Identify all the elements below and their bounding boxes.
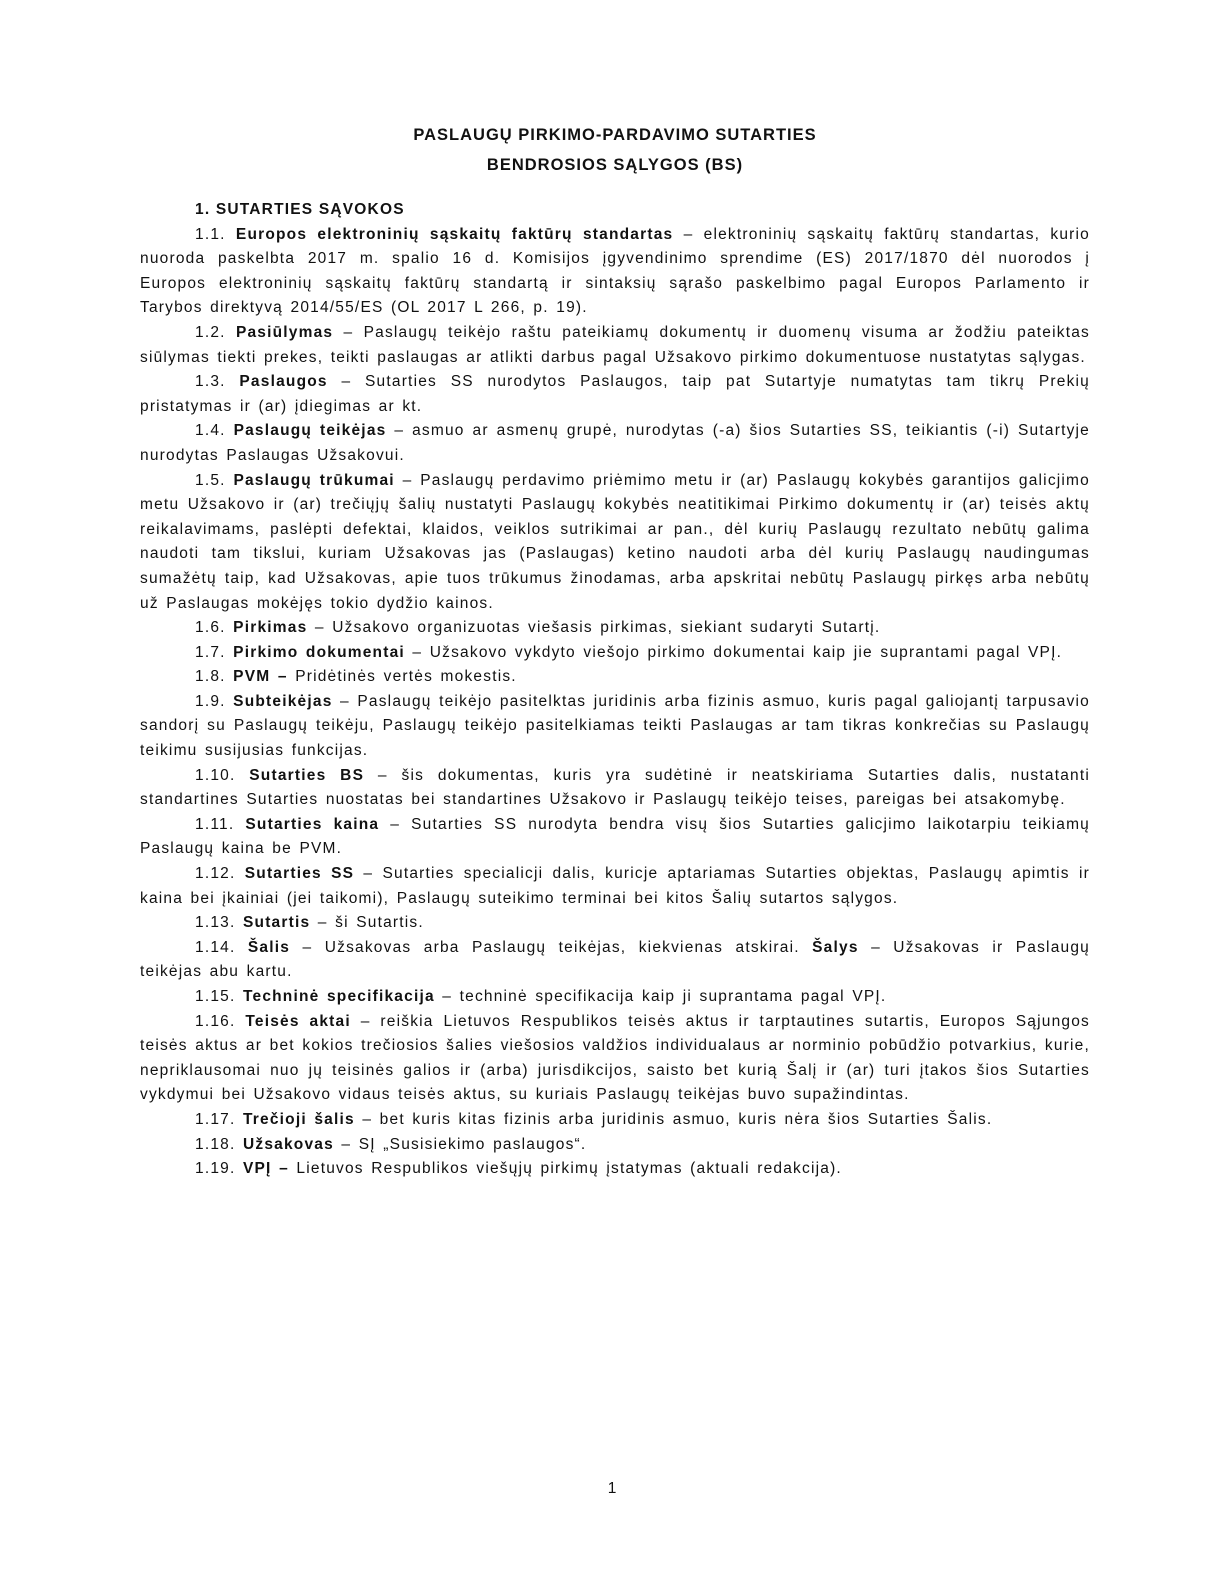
section-heading: 1. SUTARTIES SĄVOKOS <box>195 201 405 218</box>
definition-item <box>140 911 1090 936</box>
definition-text: – Užsakovas arba Paslaugų teikėjas, kiekvienas atskirai. <box>290 938 813 956</box>
definition-item <box>140 1010 1090 1108</box>
definition-item <box>140 1133 1090 1158</box>
definition-text: – elektroninių sąskaitų faktūrų standartas, kurio nuoroda paskelbta 2017 m. spalio 16 d. Komisijos įgyvendinimo sprendime (ES) 2017/1870 dėl nuorodos į Europos elektroninių sąskaitų faktūrų standartą ir sintaksių sąrašo paskelbimo pagal Europos Parlamento ir Tarybos direktyvą 2014/55/ES (OL 2017 L 266, p. 19). <box>140 225 1090 317</box>
document-title <box>140 120 1090 180</box>
definition-term: VPĮ – <box>242 1160 289 1178</box>
definition-term: Subteikėjas <box>233 692 333 710</box>
definition-item <box>140 321 1090 370</box>
definition-item <box>140 419 1090 468</box>
definition-text: – asmuo ar asmenų grupė, nurodytas (-a) šios Sutarties SS, teikiantis (-i) Sutartyje nurodytas Paslaugas Užsakovui. <box>140 422 1090 464</box>
definition-text: – ši Sutartis. <box>310 914 424 932</box>
definition-number: 1.1. <box>195 225 236 243</box>
definition-term: Pirkimo dokumentai <box>233 643 405 661</box>
definition-number: 1.17. <box>195 1110 243 1128</box>
definition-text: Lietuvos Respublikos viešųjų pirkimų įstatymas (aktuali redakcija). <box>288 1160 842 1178</box>
definition-term: PVM – <box>233 668 288 686</box>
definition-text: – Užsakovo vykdyto viešojo pirkimo dokumentai kaip jie suprantami pagal VPĮ. <box>404 643 1063 661</box>
definition-item <box>140 1108 1090 1133</box>
definition-number: 1.18. <box>195 1135 243 1153</box>
definition-number: 1.4. <box>195 422 234 440</box>
definition-number: 1.16. <box>195 1012 246 1030</box>
definition-term: Užsakovas <box>242 1135 334 1153</box>
definition-term: Sutarties BS <box>249 766 365 784</box>
definition-item <box>140 370 1090 419</box>
definition-item <box>140 936 1090 985</box>
definition-number: 1.3. <box>195 373 240 391</box>
definition-term: Šalys <box>812 938 859 956</box>
definition-number: 1.5. <box>195 471 234 489</box>
definition-text: – SĮ „Susisiekimo paslaugos“. <box>333 1135 587 1153</box>
definition-term: Sutarties kaina <box>245 815 380 833</box>
definition-number: 1.19. <box>195 1160 243 1178</box>
definition-number: 1.10. <box>195 766 250 784</box>
definition-number: 1.11. <box>195 815 246 833</box>
definition-item <box>140 813 1090 862</box>
definition-number: 1.15. <box>195 988 243 1005</box>
definition-number: 1.7. <box>195 643 234 661</box>
definition-text: – Sutarties SS nurodytos Paslaugos, taip pat Sutartyje numatytas tam tikrų Prekių pristatymas ir (ar) įdiegimas ar kt. <box>140 373 1090 415</box>
definition-text: Pridėtinės vertės mokestis. <box>287 668 517 686</box>
definition-number: 1.6. <box>195 619 234 637</box>
definition-term: Europos elektroninių sąskaitų faktūrų standartas <box>235 225 674 243</box>
definition-text: – Užsakovo organizuotas viešasis pirkimas, siekiant sudaryti Sutartį. <box>307 619 881 637</box>
definition-term: Techninė specifikacija <box>242 988 435 1005</box>
definition-term: Teisės aktai <box>245 1012 351 1030</box>
definition-item <box>140 665 1090 690</box>
definition-term: Šalis <box>247 938 291 956</box>
definition-item <box>140 690 1090 764</box>
definition-text: – Paslaugų teikėjo pasitelktas juridinis arba fizinis asmuo, kuris pagal galiojantį tarpusavio sandorį su Paslaugų teikėju, Paslaugų teikėjo pasitelkiamas teikti Paslaugas ar tam tikras konkrečias su Paslaugų teikimu susijusias funkcijas. <box>140 692 1091 760</box>
definition-item <box>140 469 1090 617</box>
definition-number: 1.12. <box>195 865 245 883</box>
definition-term: Paslaugų teikėjas <box>233 422 387 440</box>
definition-number: 1.2. <box>195 323 236 341</box>
definition-item <box>140 641 1090 666</box>
definition-text: – techninė specifikacija kaip ji suprantama pagal VPĮ. <box>434 988 887 1005</box>
definition-term: Paslaugos <box>239 373 328 391</box>
definition-term: Sutarties SS <box>244 865 355 883</box>
definition-text: – Paslaugų teikėjo raštu pateikiamų dokumentų ir duomenų visuma ar žodžiu pateiktas siūlymas tiekti prekes, teikti paslaugas ar atlikti darbus pagal Užsakovo pirkimo dokumentuose nustatytas sąlygas. <box>140 323 1090 366</box>
title-line-2: BENDROSIOS SĄLYGOS (BS) <box>486 156 744 174</box>
definition-number: 1.14. <box>195 938 248 956</box>
definition-number: 1.9. <box>195 692 234 710</box>
definition-number: 1.13. <box>195 914 243 932</box>
definition-text: – šis dokumentas, kuris yra sudėtinė ir neatskiriama Sutarties dalis, nustatanti standartines Sutarties nuostatas bei standartines Užsakovo ir Paslaugų teikėjo teises, pareigas bei atsakomybę. <box>140 766 1090 809</box>
page-number: 1 <box>607 1480 617 1497</box>
definition-text: – Užsakovas ir Paslaugų teikėjas abu kartu. <box>140 938 1090 981</box>
definition-text: – Paslaugų perdavimo priėmimo metu ir (ar) Paslaugų kokybės garantijos galicjimo metu Užsakovo ir (ar) trečiųjų šalių nustatyti Paslaugų kokybės neatitikimai Pirkimo dokumentų ir (ar) teisės aktų reikalavimams, paslėpti defektai, klaidos, veiklos sutrikimai ar pan., dėl kurių Paslaugų rezultato nebūtų galima naudoti tam tikslui, kuriam Užsakovas jas (Paslaugas) ketino naudoti arba dėl kurių Paslaugų naudingumas sumažėtų taip, kad Užsakovas, apie tuos trūkumus žinodamas, arba apskritai nebūtų Paslaugų pirkęs arba nebūtų už Paslaugas mokėjęs tokio dydžio kainos. <box>140 471 1090 612</box>
definitions-list <box>140 223 1090 1182</box>
definition-number: 1.8. <box>195 668 234 686</box>
definition-item <box>140 1157 1090 1182</box>
definition-item <box>140 616 1090 641</box>
definition-text: – Sutarties specialicji dalis, kuricje aptariamas Sutarties objektas, Paslaugų apimtis ir kaina bei įkainiai (jei taikomi), Paslaugų suteikimo terminai bei kitos Šalių sutartos sąlygos. <box>140 865 1090 907</box>
definition-text: – reiškia Lietuvos Respublikos teisės aktus ir tarptautines sutartis, Europos Sąjungos teisės aktus ar bet kokios trečiosios šalies viešosios valdžios individualaus ar norminio pobūdžio potvarkius, kurie, nepriklausomai nuo jų teisinės galios ir (arba) jurisdikcijos, saisto bet kurią Šalį ir (ar) turi įtakos šios Sutarties vykdymui bei Užsakovo vidaus teisės aktus, su kuriais Paslaugų teikėjas buvo supažindintas. <box>140 1012 1090 1104</box>
definition-text: – bet kuris kitas fizinis arba juridinis asmuo, kuris nėra šios Sutarties Šalis. <box>354 1110 993 1128</box>
definition-term: Sutartis <box>242 914 311 932</box>
title-line-1: PASLAUGŲ PIRKIMO-PARDAVIMO SUTARTIES <box>413 126 817 144</box>
definition-term: Pasiūlymas <box>235 323 334 341</box>
definition-item <box>140 985 1090 1010</box>
definition-item <box>140 764 1090 813</box>
definition-item <box>140 223 1090 321</box>
definition-item <box>140 862 1090 911</box>
definition-term: Trečioji šalis <box>242 1110 355 1128</box>
definition-text: – Sutarties SS nurodyta bendra visų šios Sutarties galicjimo laikotarpiu teikiamų Paslaugų kaina be PVM. <box>140 815 1090 858</box>
definition-term: Paslaugų trūkumai <box>233 471 395 489</box>
definition-term: Pirkimas <box>233 619 308 637</box>
